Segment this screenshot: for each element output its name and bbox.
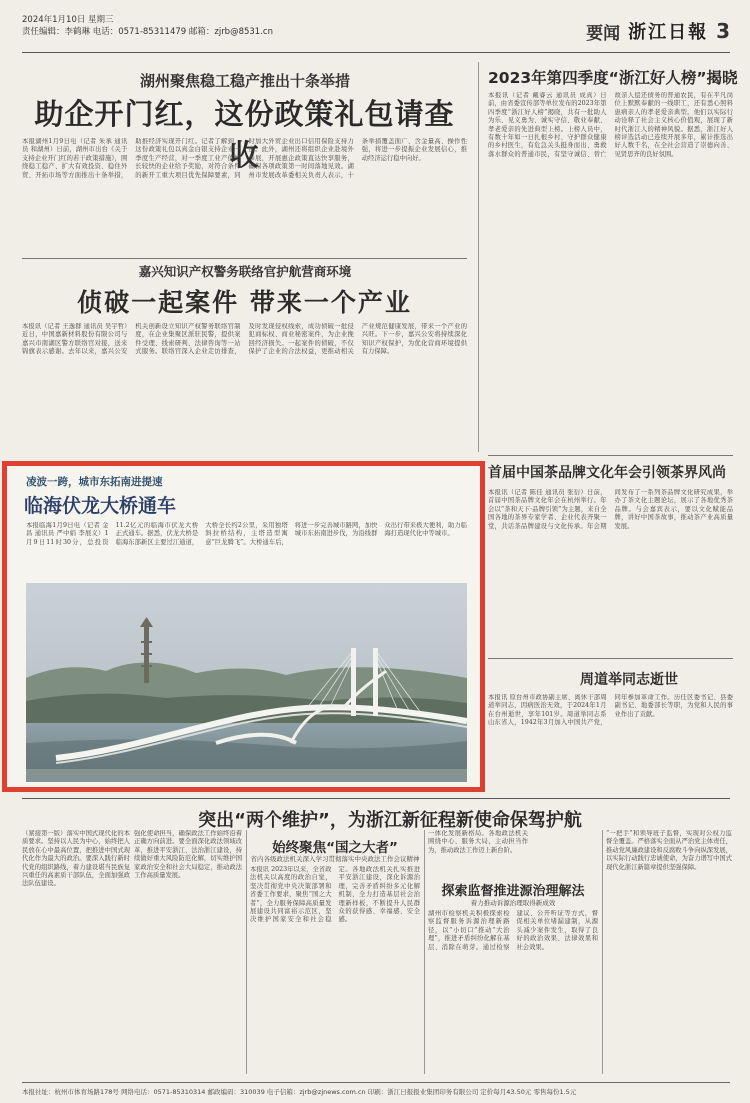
awards-body: 本报讯（记者 戴睿云 通讯员 成真）日前，由省委宣传部等单位发布的2023年第四季度“浙江好人榜”揭晓，共有一批助人为乐、见义勇为、诚实守信、敬业奉献、孝老爱亲的先进典型上榜。上榜人员中，有数十年如一日扎根乡村、守护群众健康的乡村医生，有危急关头挺身而出、勇救落水群众的普通市民，有坚守诚信、替亡故亲人偿还债务的普通农民，有在平凡岗位上默默奉献的一线职工，还有悉心照料患病亲人的孝老爱亲典型。他们以实际行动诠释了社会主义核心价值观，展现了新时代浙江人的精神风貌。据悉，浙江好人榜评选活动已连续开展多年，累计推选出好人数千名，在全社会营造了崇德向善、见贤思齐的良好氛围。 — [488, 92, 733, 158]
bottom-headline: 突出“两个维护”，为浙江新征程新使命保驾护航 — [198, 810, 582, 831]
lead-subtitle: 湖州聚焦稳工稳产推出十条举措 — [139, 72, 350, 90]
section2-kicker: 嘉兴知识产权警务联络官护航营商环境 — [138, 264, 352, 279]
feature-kicker: 凌波一跨，城市东拓南进提速 — [26, 476, 163, 488]
divider — [22, 258, 467, 259]
feature-headline: 临海伏龙大桥通车 — [24, 495, 177, 517]
column-divider — [602, 830, 603, 1074]
bottom-column-4c: 湖州市检察机关积极探索检察监督服务诉源治理新路径，以“小切口”推动“大治理”，推进矛盾纠纷化解在基层、消除在萌芽。通过检察建议、公开听证等方式，督促相关单位堵漏建制，从源头减少案件发生，取得了良好的政治效果、法律效果和社会效果。 — [428, 910, 598, 951]
bottom-column-4: 一体化发展新格局。各地政法机关围绕中心、服务大局，主动担当作为，推动政法工作迈上新台阶。 — [428, 830, 528, 854]
column-divider — [424, 830, 425, 1074]
section2-body: 本报讯（记者 王逸群 通讯员 吴宇哲）近日，中国嘉新材料股份有限公司与嘉兴市南湖区警方联络官对接，送来锦旗表示感谢。去年以来，嘉兴公安机关创新设立知识产权警务联络官制度，在企业集聚区派驻民警，提供案件受理、线索研判、法律咨询等一站式服务。联络官深入企业走访排查，及时发现侵权线索，成功侦破一批侵犯商标权、商业秘密案件，为企业挽回经济损失。一起案件的侦破，不仅保护了企业的合法权益，更推动相关产业规范健康发展，带来一个产业的兴旺。下一步，嘉兴公安将持续深化知识产权保护，为优化营商环境提供有力保障。 — [22, 323, 467, 356]
bottom-column-3: 本报讯 2023年以来，全省政法机关以高度的政治自觉，坚决贯彻党中央决策部署和省委工作要求，聚焦“国之大者”，全力服务保障高质量发展建设共同富裕示范区，坚决维护国家安全和社会稳定。各地政法机关扎实推进平安浙江建设，深化诉源治理，完善矛盾纠纷多元化解机制，全力打造基层社会治理新样板，不断提升人民群众的获得感、幸福感、安全感。 — [250, 866, 420, 924]
header-meta — [22, 14, 273, 38]
editor-info: 责任编辑：李鹤琳 电话：0571-85311479 邮箱：zjrb@8531.cn — [22, 27, 273, 37]
issue-date: 2024年1月10日 星期三 — [22, 15, 114, 25]
divider — [488, 455, 733, 456]
obituary-headline: 周道举同志逝世 — [580, 672, 678, 688]
section-rule — [22, 798, 730, 799]
section2-headline: 侦破一起案件 带来一个产业 — [77, 288, 412, 317]
bottom-article-headline: 始终聚焦“国之大者” — [272, 840, 398, 856]
bottom-article2-headline: 探索监督推进源治理解法 — [441, 884, 585, 899]
awards-headline: 2023年第四季度“浙江好人榜”揭晓 — [488, 69, 738, 87]
lead-headline: 助企开门红，这份政策礼包请查收 — [34, 97, 455, 172]
page-header — [22, 14, 730, 58]
bottom-column-1: （紧接第一版）落实中国式现代化的本质要求。坚持以人民为中心，始终把人民放在心中最高位置，把推进中国式现代化作为最大的政治。要深入践行新时代党的组织路线，着力建设堪当民族复兴重任的高素质干部队伍，全面加强政法队伍建设。 — [22, 830, 130, 888]
column-divider — [246, 830, 247, 1074]
page-footer: 本报社址：杭州市体育场路178号 网络电话：0571-85310314 邮政编码：310039 电子信箱：zjrb@zjnews.com.cn 印刷：浙江日报报业集团印务有限公司 定价每月43.50元 零售每份1.5元 — [22, 1082, 730, 1096]
section-name: 要闻 — [586, 23, 621, 44]
page-number: 3 — [716, 19, 730, 43]
bottom-article-subtitle: 省内各级政法机关深入学习贯彻落实中央政法工作会议精神 — [250, 855, 420, 863]
brand-body: 本报讯（记者 陈佳 通讯员 张衍）日前，首届中国茶品牌文化年会在杭州举行。年会以“茶和天下·品牌引领”为主题，来自全国各地的茶界专家学者、企业代表齐聚一堂，共话茶品牌建设与文化传承。年会期间发布了一系列茶品牌文化研究成果，举办了茶文化主题论坛，展示了各地优秀茶品牌。与会嘉宾表示，要以文化赋能品牌，讲好中国茶故事，推动茶产业高质量发展。 — [488, 489, 733, 530]
bridge-photo — [26, 583, 467, 782]
column-divider — [478, 62, 479, 452]
bridge-illustration — [26, 583, 467, 782]
bottom-article2-subtitle: 着力推动诉源治理取得新成效 — [470, 899, 556, 907]
lead-body: 本报湖州1月9日电（记者 朱承 通讯员 和湖州）日前，湖州市出台《关于支持企业开门红的若干政策措施》，围绕稳工稳产、扩大有效投资、稳住外贸、开拓市场等方面推出十条举措，助推经济实现开门红。记者了解到，这份政策礼包以真金白银支持企业一季度生产经营，对一季度工业产值增长较快的企业给予奖励，对符合条件的新开工重大项目优先保障要素，同时加大外贸企业出口信用保险支持力度。此外，湖州还将组织企业赴境外参展，开展惠企政策直达快享服务，确保各项政策第一时间落地见效。湖州市发展改革委相关负责人表示，十条举措覆盖面广、含金量高、操作性强，将进一步提振企业发展信心，推动经济运行稳中向好。 — [22, 138, 467, 179]
paper-name: 浙江日報 — [628, 22, 709, 43]
highlighted-article[interactable] — [2, 461, 485, 792]
divider — [488, 658, 733, 659]
obituary-body: 本报讯 原台州市政协副主席、离休干部周道举同志，因病医治无效，于2024年1月在台州逝世，享年101岁。周道举同志系山东省人，1942年3月加入中国共产党，同年参加革命工作。历任区委书记、县委副书记、地委部长等职，为党和人民的事业作出了贡献。 — [488, 694, 733, 727]
bottom-column-2: 强化使命担当，确保政法工作始终沿着正确方向前进。要全面深化政法领域改革，推进平安浙江、法治浙江建设，持续做好重大风险防范化解，切实维护国家政治安全和社会大局稳定，推动政法工作高质量发展。 — [134, 830, 242, 880]
header-rule — [22, 52, 730, 53]
brand-headline: 首届中国茶品牌文化年会引领茶界风尚 — [488, 465, 726, 481]
masthead — [586, 18, 730, 44]
bottom-column-5: “一把手”和领导班子监督，实现对公权力监督全覆盖。严格落实全面从严治党主体责任，推动党风廉政建设和反腐败斗争向纵深发展，以实际行动践行忠诚使命，为奋力谱写中国式现代化浙江新篇章提供坚强保障。 — [606, 830, 732, 871]
feature-body: 本报临海1月9日电（记者 金昌 通讯员 严中娟 李展义）1月9日11时30分，总投资11.2亿元的临海市伏龙大桥正式通车。据悉，伏龙大桥是临海东部新区主要过江通道，大桥全长约2公里，采用独塔斜拉桥结构，主塔造型寓意“巨龙腾飞”。大桥通车后，将进一步完善城市路网，加快城市东拓南进步伐，为沿线群众出行带来极大便利，助力临海打造现代化中等城市。 — [26, 522, 467, 546]
